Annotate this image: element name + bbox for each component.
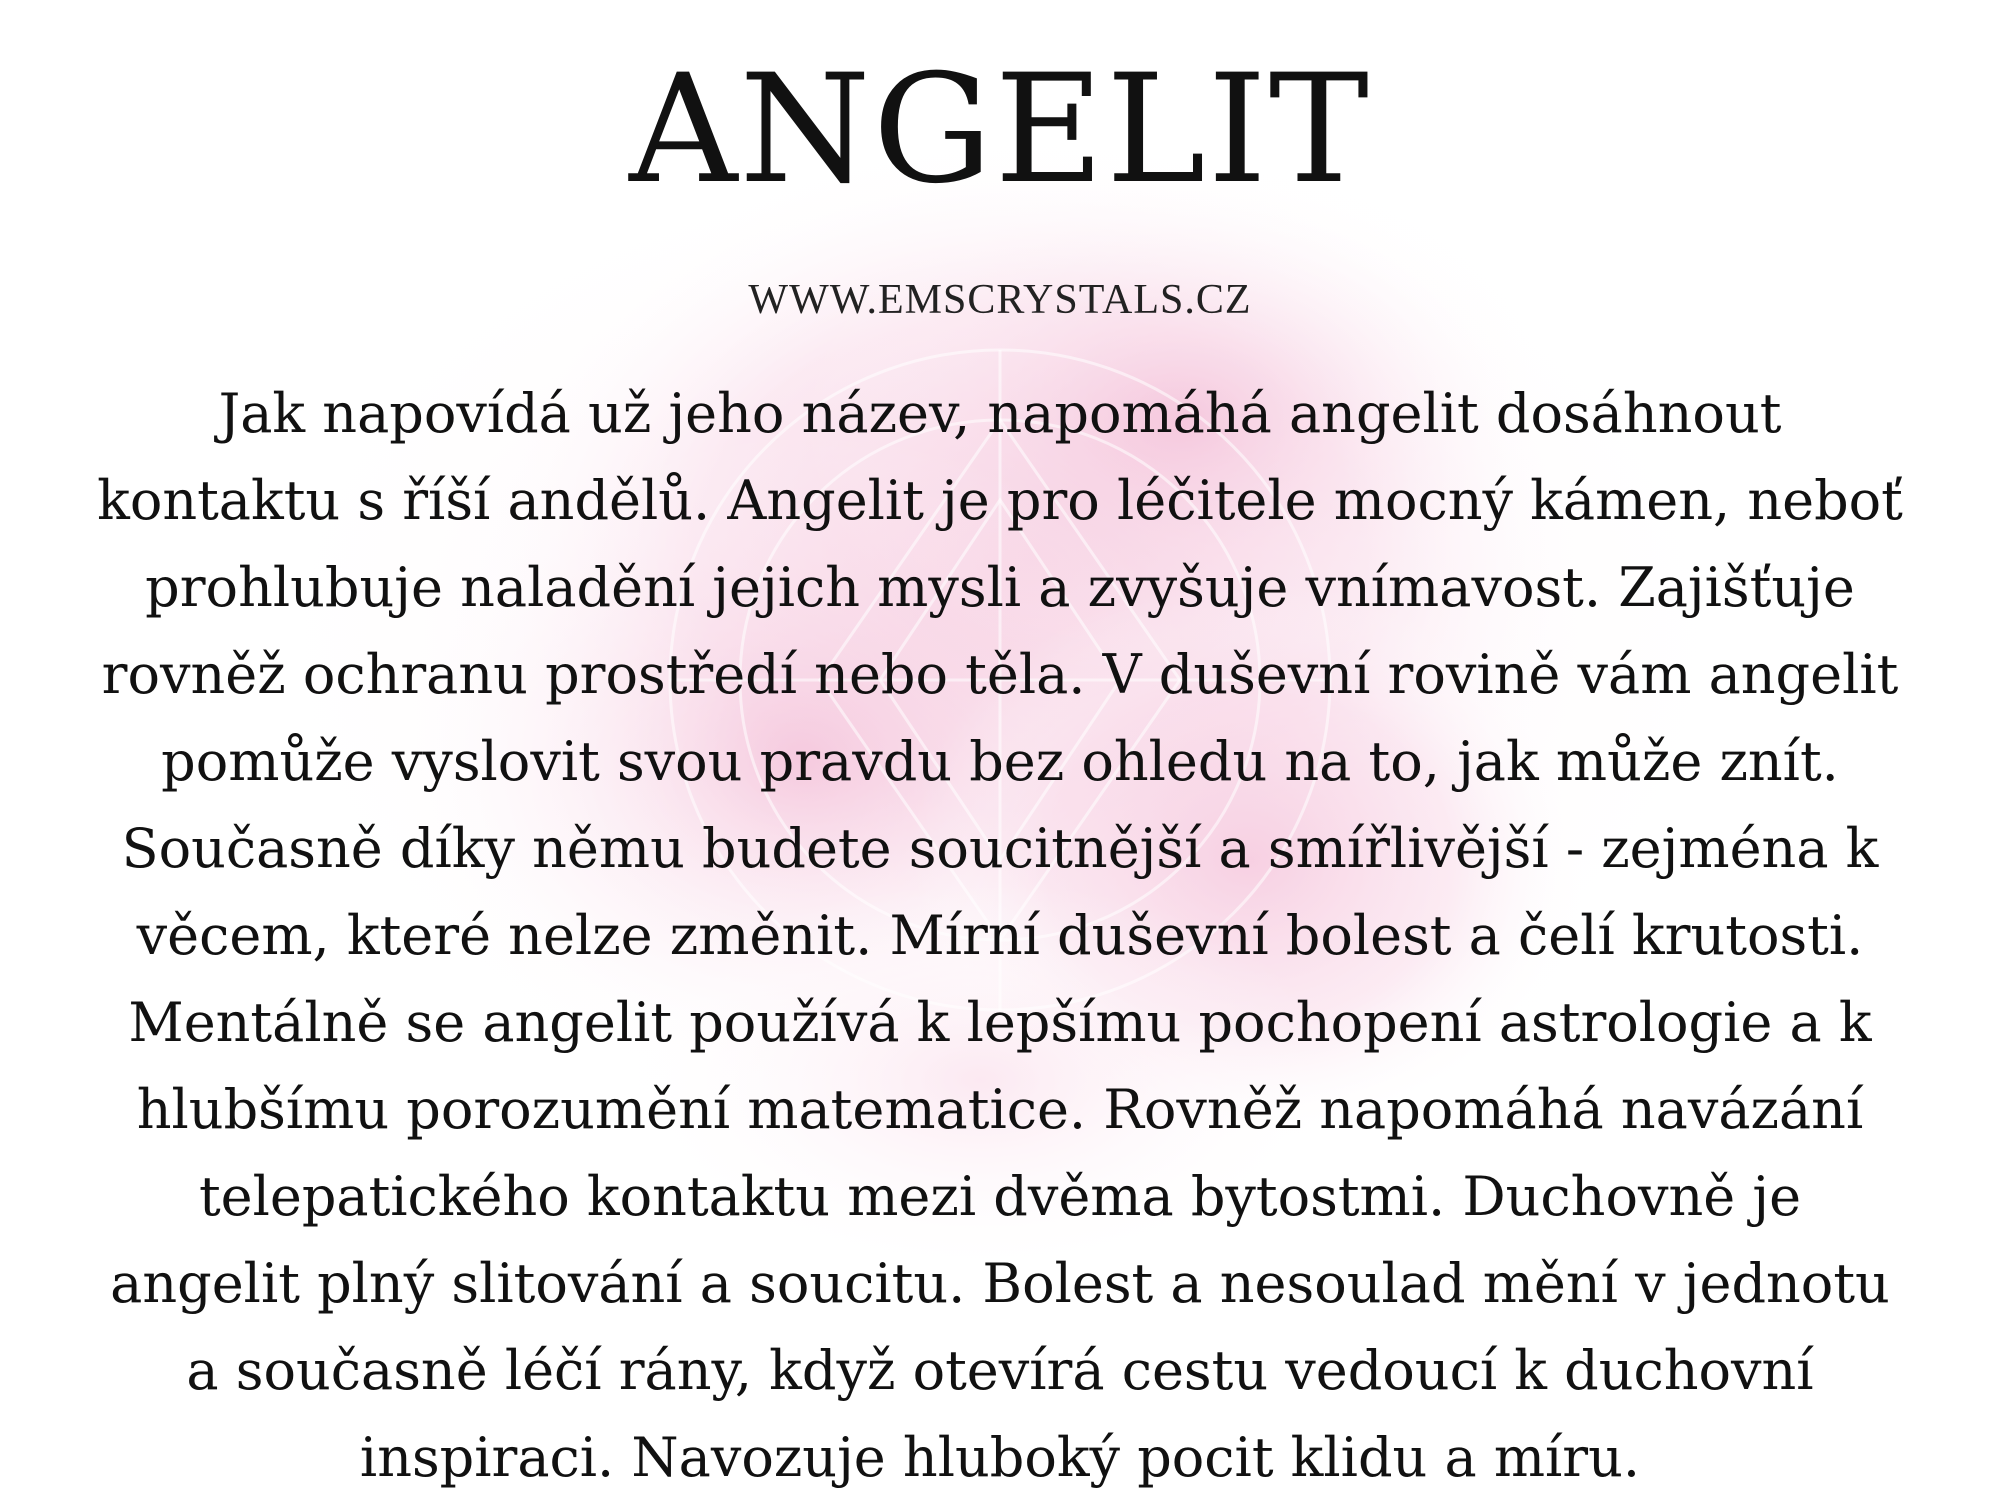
body-line: rovněž ochranu prostředí nebo těla. V duševní rovině vám angelit	[101, 643, 1899, 706]
body-line: pomůže vyslovit svou pravdu bez ohledu na to, jak může znít.	[161, 730, 1839, 793]
body-line: Jak napovídá už jeho název, napomáhá angelit dosáhnout	[218, 382, 1782, 445]
body-line: angelit plný slitování a soucitu. Bolest a nesoulad mění v jednotu	[110, 1252, 1890, 1315]
body-line: a současně léčí rány, když otevírá cestu vedoucí k duchovní	[186, 1339, 1814, 1402]
body-line: prohlubuje naladění jejich mysli a zvyšuje vnímavost. Zajišťuje	[145, 556, 1855, 619]
body-line: inspiraci. Navozuje hluboký pocit klidu a míru.	[359, 1426, 1641, 1489]
body-line: kontaktu s říší andělů. Angelit je pro léčitele mocný kámen, neboť	[97, 469, 1903, 532]
body-paragraph	[55, 370, 1945, 1500]
body-line: Současně díky němu budete soucitnější a smířlivější - zejména k	[121, 817, 1879, 880]
body-line: Mentálně se angelit používá k lepšímu pochopení astrologie a k	[128, 991, 1872, 1054]
website-url: WWW.EMSCRYSTALS.CZ	[748, 277, 1252, 323]
body-line: telepatického kontaktu mezi dvěma bytostmi. Duchovně je	[198, 1165, 1802, 1228]
page-title: ANGELIT	[629, 43, 1371, 217]
body-line: hlubšímu porozumění matematice. Rovněž napomáhá navázání	[136, 1078, 1864, 1141]
body-line: věcem, které nelze změnit. Mírní duševní bolest a čelí krutosti.	[136, 904, 1864, 967]
